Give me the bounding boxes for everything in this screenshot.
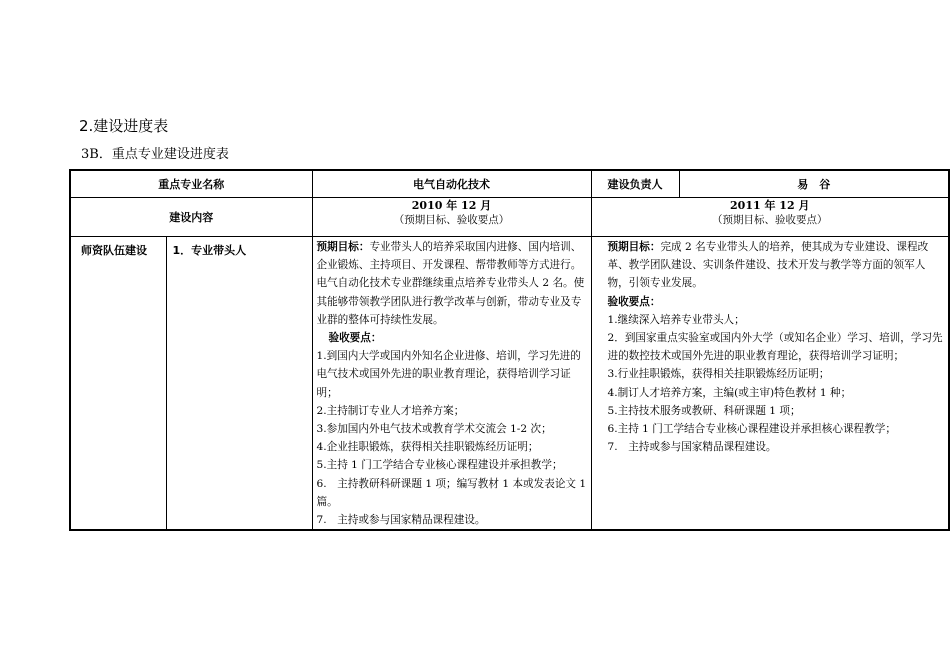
- check-2010-label: 验收要点：: [328, 332, 382, 345]
- note-2010: （预期目标、验收要点）: [393, 214, 510, 226]
- goal-2010-text: 专业带头人的培养采取国内进修、国内培训、企业锻炼、主持项目、开发课程、帮带教师等方式进行。电气自动化技术专业群继续重点培养专业带头人 2 名。使其能够带领教学团队进行教学改革与创新，带动专业及专业群的整体可持续性发展。: [316, 241, 585, 326]
- check-2011-item: 4.制订人才培养方案，主编(或主审)特色教材 1 种；: [607, 386, 852, 399]
- col-2011-cell: [591, 237, 949, 531]
- content-label: 建设内容: [70, 198, 312, 237]
- owner-label: 建设负责人: [591, 170, 679, 198]
- check-2011-item: 1.继续深入培养专业带头人；: [607, 313, 745, 326]
- table-row-major: [70, 170, 949, 198]
- check-2010-item: 5.主持 1 门工学结合专业核心课程建设并承担教学；: [316, 459, 563, 472]
- check-2011-label: 验收要点：: [607, 295, 661, 308]
- check-2011-item: 2．到国家重点实验室或国内外大学（或知名企业）学习、培训，学习先进的数控技术或国外先进的职业教育理论，获得培训学习证明；: [607, 332, 943, 363]
- table-title: 3B．重点专业建设进度表: [81, 147, 229, 162]
- owner-value: 易 谷: [679, 170, 949, 198]
- goal-2010: [317, 238, 587, 329]
- check-2011-item: 3.行业挂职锻炼，获得相关挂职锻炼经历证明；: [607, 368, 830, 381]
- col-2010-cell: [312, 237, 591, 531]
- check-2010-item: 7. 主持或参与国家精品课程建设。: [316, 514, 486, 527]
- check-2010-item: 2.主持制订专业人才培养方案；: [316, 404, 465, 417]
- goal-2010-label: 预期目标：: [316, 241, 370, 253]
- check-2010-item: 6. 主持教研科研课题 1 项；编写教材 1 本或发表论文 1 篇。: [316, 477, 587, 508]
- table-row-header: [70, 198, 949, 237]
- date-2010: 2010 年 12 月: [411, 199, 492, 212]
- table-row-content: [70, 237, 949, 531]
- goal-2011-text: 完成 2 名专业带头人的培养，使其成为专业建设、课程改革、教学团队建设、实训条件建设、技术开发与教学等方面的领军人物，引领专业发展。: [607, 241, 929, 290]
- category-cell: 师资队伍建设: [70, 237, 166, 531]
- item-cell: 1．专业带头人: [166, 237, 312, 531]
- check-2010-item: 3.参加国内外电气技术或教育学术交流会 1-2 次；: [316, 423, 552, 436]
- major-name-value: 电气自动化技术: [312, 170, 591, 198]
- major-name-label: 重点专业名称: [70, 170, 312, 198]
- progress-table: [69, 169, 950, 531]
- check-2011-item: 7. 主持或参与国家精品课程建设。: [607, 441, 777, 454]
- check-2011-item: 6.主持 1 门工学结合专业核心课程建设并承担核心课程教学；: [607, 423, 896, 436]
- goal-2011: [596, 238, 945, 293]
- note-2011: （预期目标、验收要点）: [712, 214, 828, 226]
- section-heading: 2.建设进度表: [79, 117, 169, 135]
- check-2010-item: 4.企业挂职锻炼，获得相关挂职锻炼经历证明；: [316, 441, 539, 454]
- header-2011: [591, 198, 949, 237]
- header-2010: [312, 198, 591, 237]
- date-2011: 2011 年 12 月: [730, 199, 810, 212]
- goal-2011-label: 预期目标：: [607, 241, 661, 253]
- check-2010-item: 1.到国内大学或国内外知名企业进修、培训，学习先进的电气技术或国外先进的职业教育理论，获得培训学习证明；: [316, 350, 581, 399]
- check-2011-item: 5.主持技术服务或教研、科研课题 1 项；: [607, 404, 801, 417]
